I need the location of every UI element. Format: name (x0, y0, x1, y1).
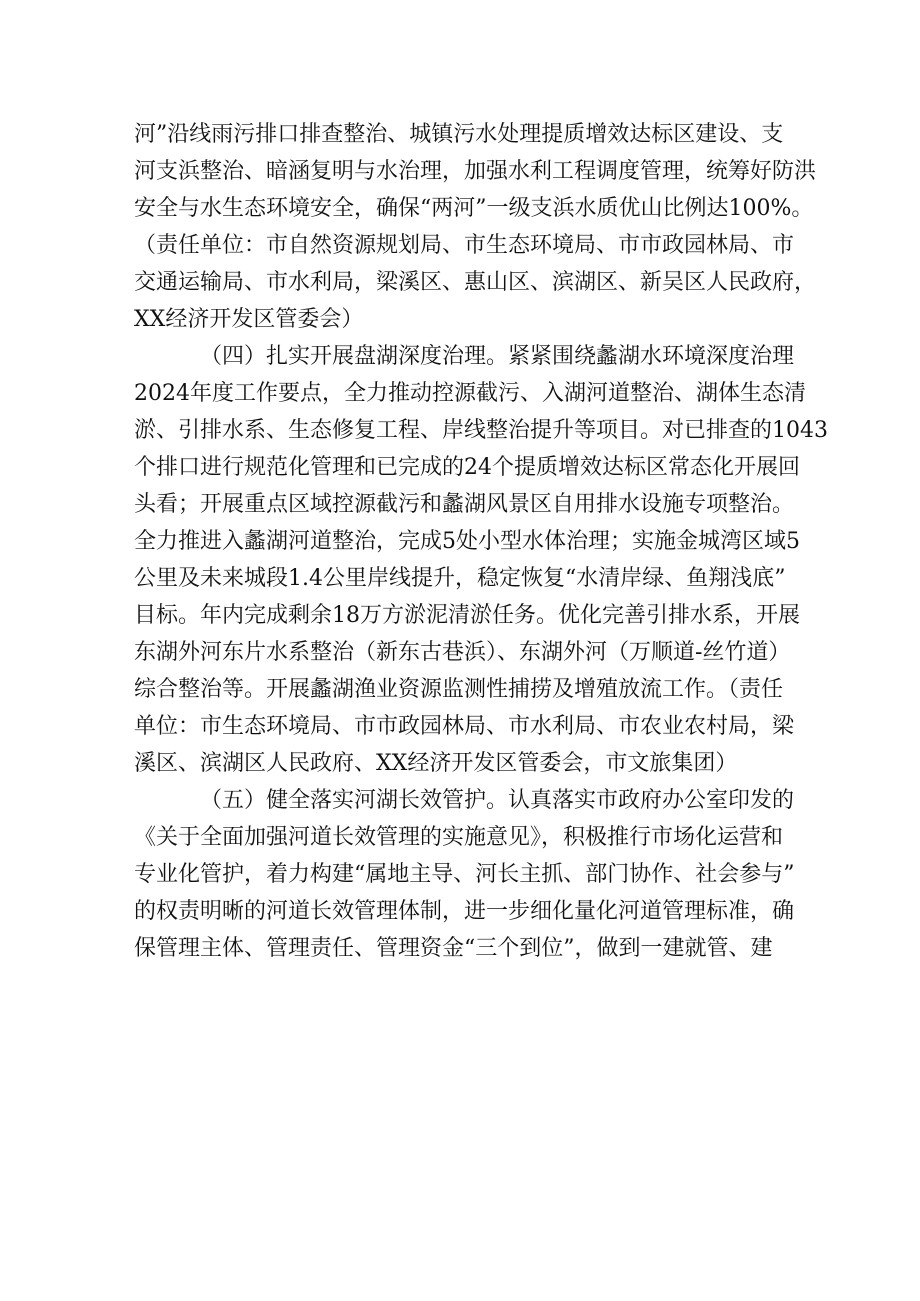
body-text (134, 116, 828, 967)
text-line: 目标。年内完成剩余18万方淤泥清淤任务。优化完善引排水系，开展 (134, 603, 800, 628)
text-line: 的权责明晰的河道长效管理体制，进一步细化量化河道管理标准，确 (134, 899, 795, 924)
text-line: 河支浜整治、暗涵复明与水治理，加强水利工程调度管理，统筹好防洪 (134, 159, 817, 184)
text-line: 交通运输局、市水利局，梁溪区、惠山区、滨湖区、新吴区人民政府， (134, 270, 817, 295)
paragraph-heading-4: （四）扎实开展盘湖深度治理。紧紧围绕蠡湖水环境深度治理 (200, 344, 795, 369)
text-line: 《关于全面加强河道长效管理的实施意见》，积极推行市场化运营和 (134, 825, 784, 850)
text-line: 淤、引排水系、生态修复工程、岸线整治提升等项目。对已排查的1043 (134, 418, 828, 443)
text-line: 河”沿线雨污排口排查整治、城镇污水处理提质增效达标区建设、支 (134, 122, 784, 147)
text-line: 个排口进行规范化管理和已完成的24个提质增效达标区常态化开展回 (134, 455, 800, 480)
text-line: 保管理主体、管理责任、管理资金“三个到位”，做到一建就管、建 (134, 936, 773, 961)
text-line: 单位：市生态环境局、市市政园林局、市水利局、市农业农村局，梁 (134, 714, 795, 739)
text-line: 东湖外河东片水系整治（新东古巷浜）、东湖外河（万顺道-丝竹道） (134, 640, 791, 665)
text-line: 溪区、滨湖区人民政府、XX经济开发区管委会，市文旅集团） (134, 751, 738, 776)
text-line: 全力推进入蠡湖河道整治，完成5处小型水体治理；实施金城湾区域5 (134, 529, 800, 554)
text-line: 专业化管护，着力构建“属地主导、河长主抓、部门协作、社会参与” (134, 862, 795, 887)
text-line: 头看；开展重点区域控源截污和蠡湖风景区自用排水设施专项整治。 (134, 492, 795, 517)
text-line: 2024年度工作要点，全力推动控源截污、入湖河道整治、湖体生态清 (134, 381, 806, 406)
text-line: XX经济开发区管委会） (134, 307, 364, 332)
text-line: 公里及未来城段1.4公里岸线提升，稳定恢复“水清岸绿、鱼翔浅底” (134, 566, 786, 591)
paragraph-heading-5: （五）健全落实河湖长效管护。认真落实市政府办公室印发的 (200, 788, 795, 813)
text-line: 综合整治等。开展蠡湖渔业资源监测性捕捞及增殖放流工作。（责任 (134, 677, 784, 702)
text-line: 安全与水生态环境安全，确保“两河”一级支浜水质优山比例达100%。 (134, 196, 814, 221)
text-line: （责任单位：市自然资源规划局、市生态环境局、市市政园林局、市 (134, 233, 795, 258)
